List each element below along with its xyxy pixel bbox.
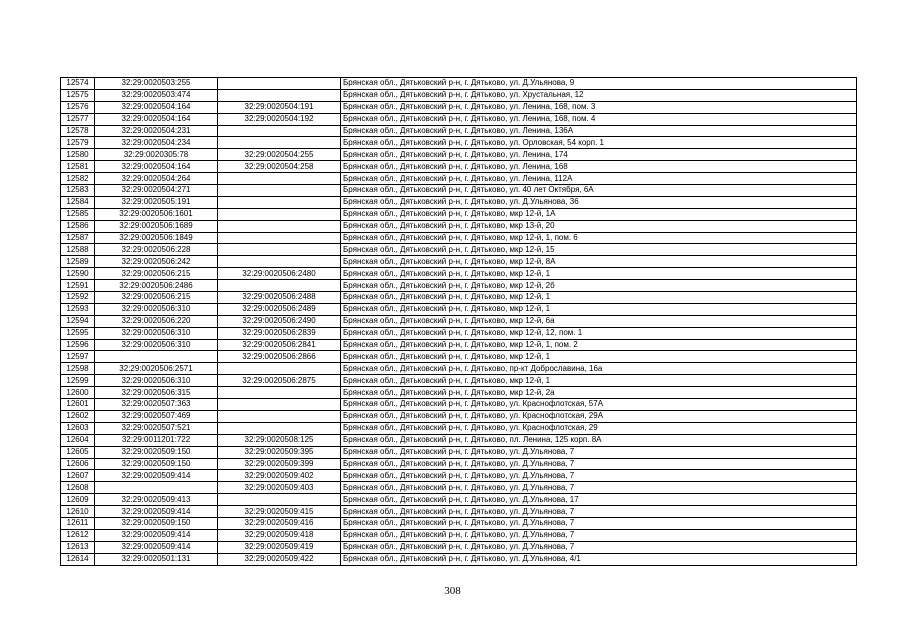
table-row bbox=[61, 327, 857, 339]
related-cadastral-number-cell: 32:29:0020504:191 bbox=[218, 101, 341, 113]
table-row bbox=[61, 517, 857, 529]
cadastral-number-cell: 32:29:0020506:1689 bbox=[95, 220, 218, 232]
row-number-cell: 12582 bbox=[61, 173, 95, 185]
cadastral-number-cell bbox=[95, 351, 218, 363]
table-row bbox=[61, 173, 857, 185]
table-row bbox=[61, 363, 857, 375]
related-cadastral-number-cell: 32:29:0020506:2875 bbox=[218, 375, 341, 387]
related-cadastral-number-cell: 32:29:0020504:192 bbox=[218, 113, 341, 125]
related-cadastral-number-cell: 32:29:0020509:395 bbox=[218, 446, 341, 458]
related-cadastral-number-cell bbox=[218, 220, 341, 232]
row-number-cell: 12599 bbox=[61, 375, 95, 387]
row-number-cell: 12597 bbox=[61, 351, 95, 363]
table-row bbox=[61, 78, 857, 90]
related-cadastral-number-cell: 32:29:0020509:419 bbox=[218, 541, 341, 553]
related-cadastral-number-cell bbox=[218, 399, 341, 411]
cadastral-number-cell: 32:29:0020504:271 bbox=[95, 185, 218, 197]
related-cadastral-number-cell bbox=[218, 244, 341, 256]
cadastral-number-cell: 32:29:0020504:164 bbox=[95, 101, 218, 113]
table-row bbox=[61, 292, 857, 304]
address-cell: Брянская обл., Дятьковский р-н, г. Дятьково, ул. Ленина, 168, пом. 3 bbox=[341, 101, 857, 113]
address-cell: Брянская обл., Дятьковский р-н, г. Дятьково, ул. Ленина, 168 bbox=[341, 161, 857, 173]
table-row bbox=[61, 529, 857, 541]
table-row bbox=[61, 470, 857, 482]
address-cell: Брянская обл., Дятьковский р-н, г. Дятьково, мкр 12-й, 8А bbox=[341, 256, 857, 268]
row-number-cell: 12600 bbox=[61, 387, 95, 399]
address-cell: Брянская обл., Дятьковский р-н, г. Дятьково, мкр 12-й, 2а bbox=[341, 387, 857, 399]
related-cadastral-number-cell bbox=[218, 185, 341, 197]
row-number-cell: 12576 bbox=[61, 101, 95, 113]
row-number-cell: 12590 bbox=[61, 268, 95, 280]
table-row bbox=[61, 410, 857, 422]
cadastral-number-cell: 32:29:0020506:2571 bbox=[95, 363, 218, 375]
table-row bbox=[61, 280, 857, 292]
table-row bbox=[61, 399, 857, 411]
related-cadastral-number-cell bbox=[218, 196, 341, 208]
cadastral-number-cell: 32:29:0020506:1601 bbox=[95, 208, 218, 220]
address-cell: Брянская обл., Дятьковский р-н, г. Дятьково, ул. Краснофлотская, 57А bbox=[341, 399, 857, 411]
address-cell: Брянская обл., Дятьковский р-н, г. Дятьково, ул. Орловская, 54 корп. 1 bbox=[341, 137, 857, 149]
cadastral-number-cell: 32:29:0020509:150 bbox=[95, 458, 218, 470]
cadastral-number-cell: 32:29:0020506:215 bbox=[95, 268, 218, 280]
related-cadastral-number-cell bbox=[218, 494, 341, 506]
cadastral-number-cell: 32:29:0020509:414 bbox=[95, 470, 218, 482]
related-cadastral-number-cell: 32:29:0020509:416 bbox=[218, 517, 341, 529]
cadastral-number-cell: 32:29:0020506:310 bbox=[95, 339, 218, 351]
cadastral-number-cell: 32:29:0020506:310 bbox=[95, 303, 218, 315]
cadastral-number-cell: 32:29:0020506:220 bbox=[95, 315, 218, 327]
row-number-cell: 12607 bbox=[61, 470, 95, 482]
table-row bbox=[61, 232, 857, 244]
related-cadastral-number-cell: 32:29:0020506:2488 bbox=[218, 292, 341, 304]
cadastral-number-cell: 32:29:0020305:78 bbox=[95, 149, 218, 161]
address-cell: Брянская обл., Дятьковский р-н, г. Дятьково, ул. Д.Ульянова, 7 bbox=[341, 446, 857, 458]
related-cadastral-number-cell bbox=[218, 256, 341, 268]
cadastral-number-cell: 32:29:0020504:264 bbox=[95, 173, 218, 185]
table-row bbox=[61, 125, 857, 137]
related-cadastral-number-cell: 32:29:0020506:2480 bbox=[218, 268, 341, 280]
table-row bbox=[61, 315, 857, 327]
row-number-cell: 12610 bbox=[61, 506, 95, 518]
address-cell: Брянская обл., Дятьковский р-н, г. Дятьково, ул. Д.Ульянова, 4/1 bbox=[341, 553, 857, 565]
cadastral-number-cell: 32:29:0020506:242 bbox=[95, 256, 218, 268]
table-row bbox=[61, 351, 857, 363]
related-cadastral-number-cell: 32:29:0020509:402 bbox=[218, 470, 341, 482]
address-cell: Брянская обл., Дятьковский р-н, г. Дятьково, ул. Д.Ульянова, 7 bbox=[341, 482, 857, 494]
address-cell: Брянская обл., Дятьковский р-н, г. Дятьково, мкр 12-й, 12, пом. 1 bbox=[341, 327, 857, 339]
address-cell: Брянская обл., Дятьковский р-н, г. Дятьково, ул. Д.Ульянова, 7 bbox=[341, 458, 857, 470]
address-cell: Брянская обл., Дятьковский р-н, г. Дятьково, ул. Д.Ульянова, 7 bbox=[341, 541, 857, 553]
row-number-cell: 12579 bbox=[61, 137, 95, 149]
row-number-cell: 12580 bbox=[61, 149, 95, 161]
cadastral-number-cell: 32:29:0020506:310 bbox=[95, 327, 218, 339]
table-row bbox=[61, 494, 857, 506]
cadastral-number-cell: 32:29:0020507:469 bbox=[95, 410, 218, 422]
address-cell: Брянская обл., Дятьковский р-н, г. Дятьково, ул. Д.Ульянова, 7 bbox=[341, 529, 857, 541]
cadastral-number-cell bbox=[95, 482, 218, 494]
row-number-cell: 12604 bbox=[61, 434, 95, 446]
address-cell: Брянская обл., Дятьковский р-н, г. Дятьково, ул. Д.Ульянова, 7 bbox=[341, 506, 857, 518]
row-number-cell: 12612 bbox=[61, 529, 95, 541]
address-cell: Брянская обл., Дятьковский р-н, г. Дятьково, мкр 12-й, 1А bbox=[341, 208, 857, 220]
row-number-cell: 12574 bbox=[61, 78, 95, 90]
row-number-cell: 12593 bbox=[61, 303, 95, 315]
cadastral-number-cell: 32:29:0020507:521 bbox=[95, 422, 218, 434]
address-cell: Брянская обл., Дятьковский р-н, г. Дятьково, ул. Д.Ульянова, 17 bbox=[341, 494, 857, 506]
related-cadastral-number-cell bbox=[218, 280, 341, 292]
row-number-cell: 12575 bbox=[61, 89, 95, 101]
related-cadastral-number-cell bbox=[218, 173, 341, 185]
property-register-table bbox=[60, 77, 857, 566]
related-cadastral-number-cell: 32:29:0020504:255 bbox=[218, 149, 341, 161]
address-cell: Брянская обл., Дятьковский р-н, г. Дятьково, мкр 12-й, 1 bbox=[341, 292, 857, 304]
table-row bbox=[61, 244, 857, 256]
cadastral-number-cell: 32:29:0020509:414 bbox=[95, 541, 218, 553]
address-cell: Брянская обл., Дятьковский р-н, г. Дятьково, мкр 12-й, 1, пом. 6 bbox=[341, 232, 857, 244]
page-number: 308 bbox=[444, 585, 461, 597]
row-number-cell: 12585 bbox=[61, 208, 95, 220]
cadastral-number-cell: 32:29:0020503:474 bbox=[95, 89, 218, 101]
cadastral-number-cell: 32:29:0020509:150 bbox=[95, 446, 218, 458]
table-row bbox=[61, 101, 857, 113]
row-number-cell: 12601 bbox=[61, 399, 95, 411]
cadastral-number-cell: 32:29:0020506:315 bbox=[95, 387, 218, 399]
table-row bbox=[61, 422, 857, 434]
related-cadastral-number-cell: 32:29:0020504:258 bbox=[218, 161, 341, 173]
row-number-cell: 12583 bbox=[61, 185, 95, 197]
row-number-cell: 12605 bbox=[61, 446, 95, 458]
row-number-cell: 12611 bbox=[61, 517, 95, 529]
related-cadastral-number-cell bbox=[218, 387, 341, 399]
address-cell: Брянская обл., Дятьковский р-н, г. Дятьково, мкр 12-й, 2б bbox=[341, 280, 857, 292]
related-cadastral-number-cell bbox=[218, 137, 341, 149]
cadastral-number-cell: 32:29:0020509:414 bbox=[95, 506, 218, 518]
related-cadastral-number-cell bbox=[218, 78, 341, 90]
cadastral-number-cell: 32:29:0020509:150 bbox=[95, 517, 218, 529]
address-cell: Брянская обл., Дятьковский р-н, г. Дятьково, ул. Краснофлотская, 29 bbox=[341, 422, 857, 434]
row-number-cell: 12608 bbox=[61, 482, 95, 494]
cadastral-number-cell: 32:29:0020506:228 bbox=[95, 244, 218, 256]
cadastral-number-cell: 32:29:0020509:414 bbox=[95, 529, 218, 541]
cadastral-number-cell: 32:29:0020504:164 bbox=[95, 161, 218, 173]
table-row bbox=[61, 434, 857, 446]
related-cadastral-number-cell bbox=[218, 410, 341, 422]
address-cell: Брянская обл., Дятьковский р-н, г. Дятьково, ул. Ленина, 136А bbox=[341, 125, 857, 137]
row-number-cell: 12591 bbox=[61, 280, 95, 292]
related-cadastral-number-cell bbox=[218, 422, 341, 434]
related-cadastral-number-cell bbox=[218, 208, 341, 220]
address-cell: Брянская обл., Дятьковский р-н, г. Дятьково, мкр 12-й, 1 bbox=[341, 303, 857, 315]
address-cell: Брянская обл., Дятьковский р-н, г. Дятьково, ул. Ленина, 168, пом. 4 bbox=[341, 113, 857, 125]
row-number-cell: 12577 bbox=[61, 113, 95, 125]
address-cell: Брянская обл., Дятьковский р-н, г. Дятьково, мкр 12-й, 1, пом. 2 bbox=[341, 339, 857, 351]
row-number-cell: 12594 bbox=[61, 315, 95, 327]
related-cadastral-number-cell bbox=[218, 89, 341, 101]
address-cell: Брянская обл., Дятьковский р-н, г. Дятьково, мкр 13-й, 20 bbox=[341, 220, 857, 232]
address-cell: Брянская обл., Дятьковский р-н, г. Дятьково, ул. Д.Ульянова, 7 bbox=[341, 517, 857, 529]
related-cadastral-number-cell: 32:29:0020506:2489 bbox=[218, 303, 341, 315]
table-row bbox=[61, 161, 857, 173]
row-number-cell: 12587 bbox=[61, 232, 95, 244]
cadastral-number-cell: 32:29:0020501:131 bbox=[95, 553, 218, 565]
table-row bbox=[61, 268, 857, 280]
table-row bbox=[61, 185, 857, 197]
cadastral-number-cell: 32:29:0011201:722 bbox=[95, 434, 218, 446]
cadastral-number-cell: 32:29:0020504:234 bbox=[95, 137, 218, 149]
table-row bbox=[61, 149, 857, 161]
address-cell: Брянская обл., Дятьковский р-н, г. Дятьково, ул. Ленина, 112А bbox=[341, 173, 857, 185]
related-cadastral-number-cell: 32:29:0020506:2841 bbox=[218, 339, 341, 351]
table-row bbox=[61, 375, 857, 387]
row-number-cell: 12613 bbox=[61, 541, 95, 553]
table-row bbox=[61, 303, 857, 315]
related-cadastral-number-cell: 32:29:0020509:415 bbox=[218, 506, 341, 518]
cadastral-number-cell: 32:29:0020505:191 bbox=[95, 196, 218, 208]
row-number-cell: 12603 bbox=[61, 422, 95, 434]
cadastral-number-cell: 32:29:0020506:215 bbox=[95, 292, 218, 304]
row-number-cell: 12606 bbox=[61, 458, 95, 470]
cadastral-number-cell: 32:29:0020503:255 bbox=[95, 78, 218, 90]
related-cadastral-number-cell bbox=[218, 125, 341, 137]
related-cadastral-number-cell: 32:29:0020509:422 bbox=[218, 553, 341, 565]
cadastral-number-cell: 32:29:0020506:2486 bbox=[95, 280, 218, 292]
row-number-cell: 12596 bbox=[61, 339, 95, 351]
cadastral-number-cell: 32:29:0020507:363 bbox=[95, 399, 218, 411]
address-cell: Брянская обл., Дятьковский р-н, г. Дятьково, пр-кт Доброславина, 16а bbox=[341, 363, 857, 375]
address-cell: Брянская обл., Дятьковский р-н, г. Дятьково, пл. Ленина, 125 корп. 8А bbox=[341, 434, 857, 446]
table-row bbox=[61, 196, 857, 208]
cadastral-number-cell: 32:29:0020506:1849 bbox=[95, 232, 218, 244]
address-cell: Брянская обл., Дятьковский р-н, г. Дятьково, мкр 12-й, 1 bbox=[341, 351, 857, 363]
table-row bbox=[61, 387, 857, 399]
address-cell: Брянская обл., Дятьковский р-н, г. Дятьково, мкр 12-й, 6а bbox=[341, 315, 857, 327]
address-cell: Брянская обл., Дятьковский р-н, г. Дятьково, ул. Д.Ульянова, 7 bbox=[341, 470, 857, 482]
address-cell: Брянская обл., Дятьковский р-н, г. Дятьково, ул. Д.Ульянова, 9 bbox=[341, 78, 857, 90]
related-cadastral-number-cell: 32:29:0020508:125 bbox=[218, 434, 341, 446]
related-cadastral-number-cell: 32:29:0020506:2866 bbox=[218, 351, 341, 363]
table-row bbox=[61, 220, 857, 232]
row-number-cell: 12578 bbox=[61, 125, 95, 137]
table-row bbox=[61, 553, 857, 565]
row-number-cell: 12586 bbox=[61, 220, 95, 232]
address-cell: Брянская обл., Дятьковский р-н, г. Дятьково, ул. Д.Ульянова, 36 bbox=[341, 196, 857, 208]
address-cell: Брянская обл., Дятьковский р-н, г. Дятьково, мкр 12-й, 15 bbox=[341, 244, 857, 256]
row-number-cell: 12581 bbox=[61, 161, 95, 173]
row-number-cell: 12589 bbox=[61, 256, 95, 268]
row-number-cell: 12592 bbox=[61, 292, 95, 304]
row-number-cell: 12595 bbox=[61, 327, 95, 339]
table-row bbox=[61, 446, 857, 458]
cadastral-number-cell: 32:29:0020504:164 bbox=[95, 113, 218, 125]
address-cell: Брянская обл., Дятьковский р-н, г. Дятьково, мкр 12-й, 1 bbox=[341, 375, 857, 387]
row-number-cell: 12588 bbox=[61, 244, 95, 256]
address-cell: Брянская обл., Дятьковский р-н, г. Дятьково, ул. Ленина, 174 bbox=[341, 149, 857, 161]
row-number-cell: 12598 bbox=[61, 363, 95, 375]
table-body bbox=[61, 78, 857, 566]
row-number-cell: 12614 bbox=[61, 553, 95, 565]
address-cell: Брянская обл., Дятьковский р-н, г. Дятьково, мкр 12-й, 1 bbox=[341, 268, 857, 280]
row-number-cell: 12609 bbox=[61, 494, 95, 506]
cadastral-number-cell: 32:29:0020506:310 bbox=[95, 375, 218, 387]
table-row bbox=[61, 256, 857, 268]
related-cadastral-number-cell bbox=[218, 232, 341, 244]
address-cell: Брянская обл., Дятьковский р-н, г. Дятьково, ул. Хрустальная, 12 bbox=[341, 89, 857, 101]
row-number-cell: 12602 bbox=[61, 410, 95, 422]
address-cell: Брянская обл., Дятьковский р-н, г. Дятьково, ул. Краснофлотская, 29А bbox=[341, 410, 857, 422]
table-row bbox=[61, 339, 857, 351]
related-cadastral-number-cell: 32:29:0020509:418 bbox=[218, 529, 341, 541]
related-cadastral-number-cell bbox=[218, 363, 341, 375]
related-cadastral-number-cell: 32:29:0020509:399 bbox=[218, 458, 341, 470]
table-row bbox=[61, 541, 857, 553]
table-row bbox=[61, 208, 857, 220]
related-cadastral-number-cell: 32:29:0020509:403 bbox=[218, 482, 341, 494]
table-row bbox=[61, 137, 857, 149]
table-row bbox=[61, 113, 857, 125]
table-row bbox=[61, 89, 857, 101]
table-row bbox=[61, 458, 857, 470]
table-row bbox=[61, 506, 857, 518]
cadastral-number-cell: 32:29:0020504:231 bbox=[95, 125, 218, 137]
related-cadastral-number-cell: 32:29:0020506:2839 bbox=[218, 327, 341, 339]
table-row bbox=[61, 482, 857, 494]
related-cadastral-number-cell: 32:29:0020506:2490 bbox=[218, 315, 341, 327]
row-number-cell: 12584 bbox=[61, 196, 95, 208]
address-cell: Брянская обл., Дятьковский р-н, г. Дятьково, ул. 40 лет Октября, 6А bbox=[341, 185, 857, 197]
cadastral-number-cell: 32:29:0020509:413 bbox=[95, 494, 218, 506]
